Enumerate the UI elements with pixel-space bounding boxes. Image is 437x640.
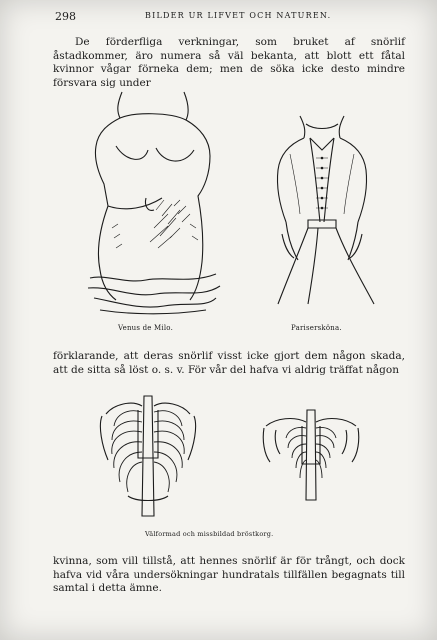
paragraph-intro: De förderfliga verkningar, som bruket af snörlif åstadkommer, äro numera så väl bekanta, att blott ett fåtal kvinnor vågar förneka dem; men de söka icke desto mindre försvara sig under	[53, 36, 405, 89]
page-number: 298	[55, 10, 76, 23]
parisienne-illustration	[270, 114, 382, 306]
venus-caption: Venus de Milo.	[118, 324, 173, 332]
deformed-ribcage-illustration	[262, 404, 360, 504]
ribcage-caption: Välformad och missbildad bröstkorg.	[145, 530, 274, 538]
paragraph-middle: förklarande, att deras snörlif visst icke gjort dem någon skada, att de sitta så löst o. s. v. För vår del hafva vi aldrig träffat någon	[53, 350, 405, 376]
normal-ribcage-illustration	[98, 386, 198, 520]
parisienne-caption: Parisersköna.	[291, 324, 342, 332]
running-head: BILDER UR LIFVET OCH NATUREN.	[145, 11, 332, 20]
page-header	[0, 10, 437, 26]
paragraph-closing: kvinna, som vill tillstå, att hennes snörlif är för trångt, och dock hafva vid våra undersökningar hundratals tillfällen begagnats till samtal i detta ämne.	[53, 555, 405, 594]
venus-de-milo-illustration	[86, 88, 226, 316]
